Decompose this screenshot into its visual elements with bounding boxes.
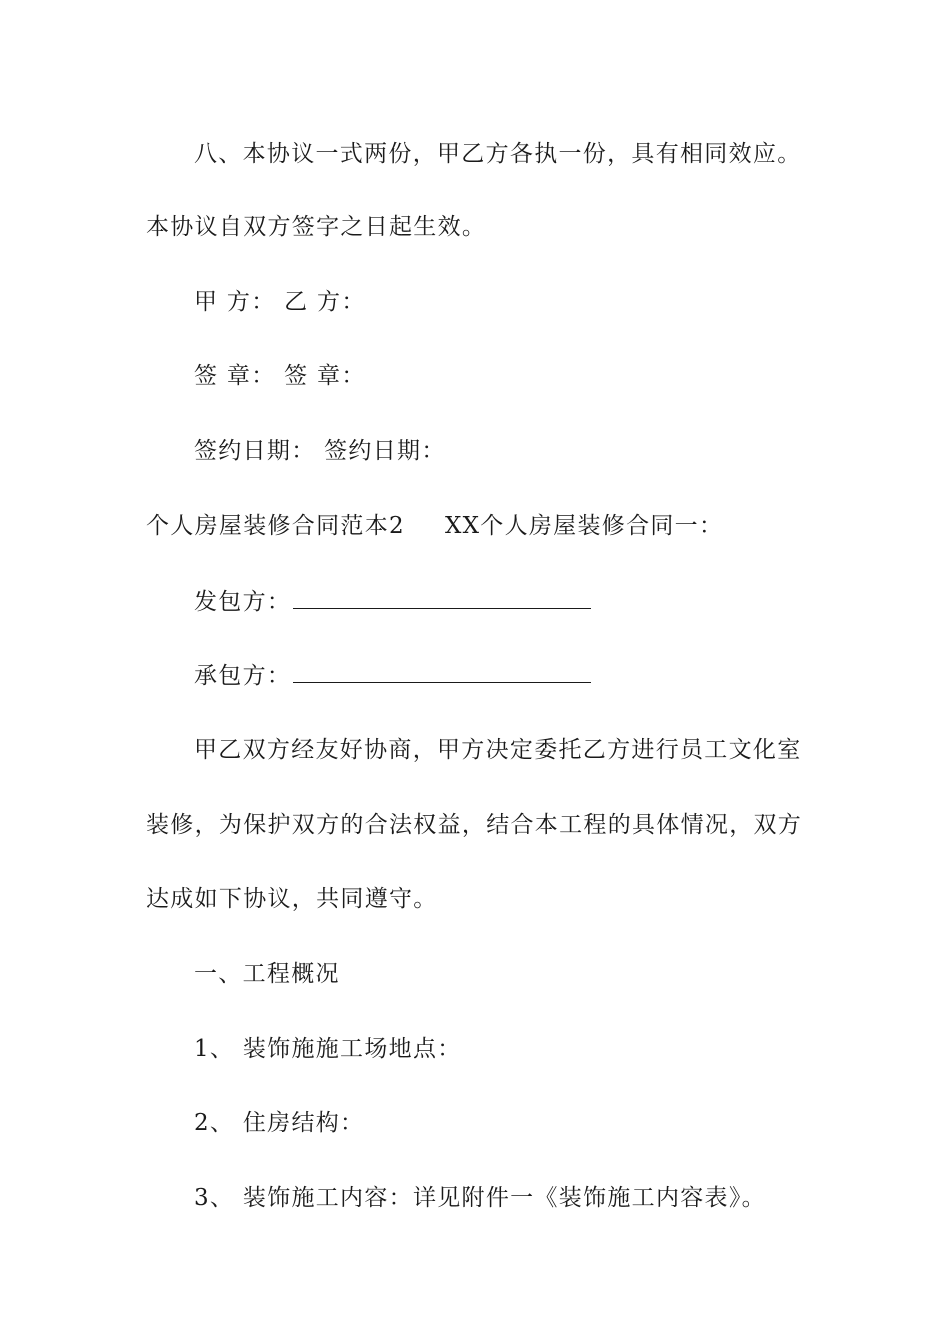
- title-row: [146, 511, 723, 541]
- sign-date-b-label: 签约日期：: [324, 438, 446, 464]
- intro-line-2: 装修，为保护双方的合法权益，结合本工程的具体情况，双方: [146, 812, 803, 838]
- intro-line-1: 甲乙双方经友好协商，甲方决定委托乙方进行员工文化室: [194, 737, 802, 763]
- sign-date-row: [194, 436, 446, 466]
- contractor-blank-line: [293, 664, 591, 683]
- contractor-row: [194, 661, 591, 691]
- seal-b-label: 签 章：: [284, 363, 366, 389]
- clause-8-line-2: 本协议自双方签字之日起生效。: [146, 214, 487, 240]
- sign-date-a-label: 签约日期：: [194, 438, 316, 464]
- seal-row: [194, 361, 366, 391]
- seal-a-label: 签 章：: [194, 363, 276, 389]
- intro-line-3: 达成如下协议，共同遵守。: [146, 886, 438, 912]
- item-3: 3、 装饰施工内容：详见附件一《装饰施工内容表》。: [194, 1185, 766, 1211]
- item-1: 1、 装饰施施工场地点：: [194, 1036, 462, 1062]
- party-row: [194, 287, 366, 317]
- contractor-label: 承包方：: [194, 663, 292, 689]
- item-2: 2、 住房结构：: [194, 1110, 365, 1136]
- contract-title: XX个人房屋装修合同一：: [444, 513, 724, 539]
- section-1-heading: 一、工程概况: [194, 961, 340, 987]
- employer-row: [194, 587, 591, 617]
- party-a-label: 甲 方：: [194, 289, 276, 315]
- employer-blank-line: [293, 590, 591, 609]
- template-title: 个人房屋装修合同范本2: [146, 513, 405, 539]
- clause-8-line-1: 八、本协议一式两份，甲乙方各执一份，具有相同效应。: [194, 141, 802, 167]
- party-b-label: 乙 方：: [284, 289, 366, 315]
- employer-label: 发包方：: [194, 589, 292, 615]
